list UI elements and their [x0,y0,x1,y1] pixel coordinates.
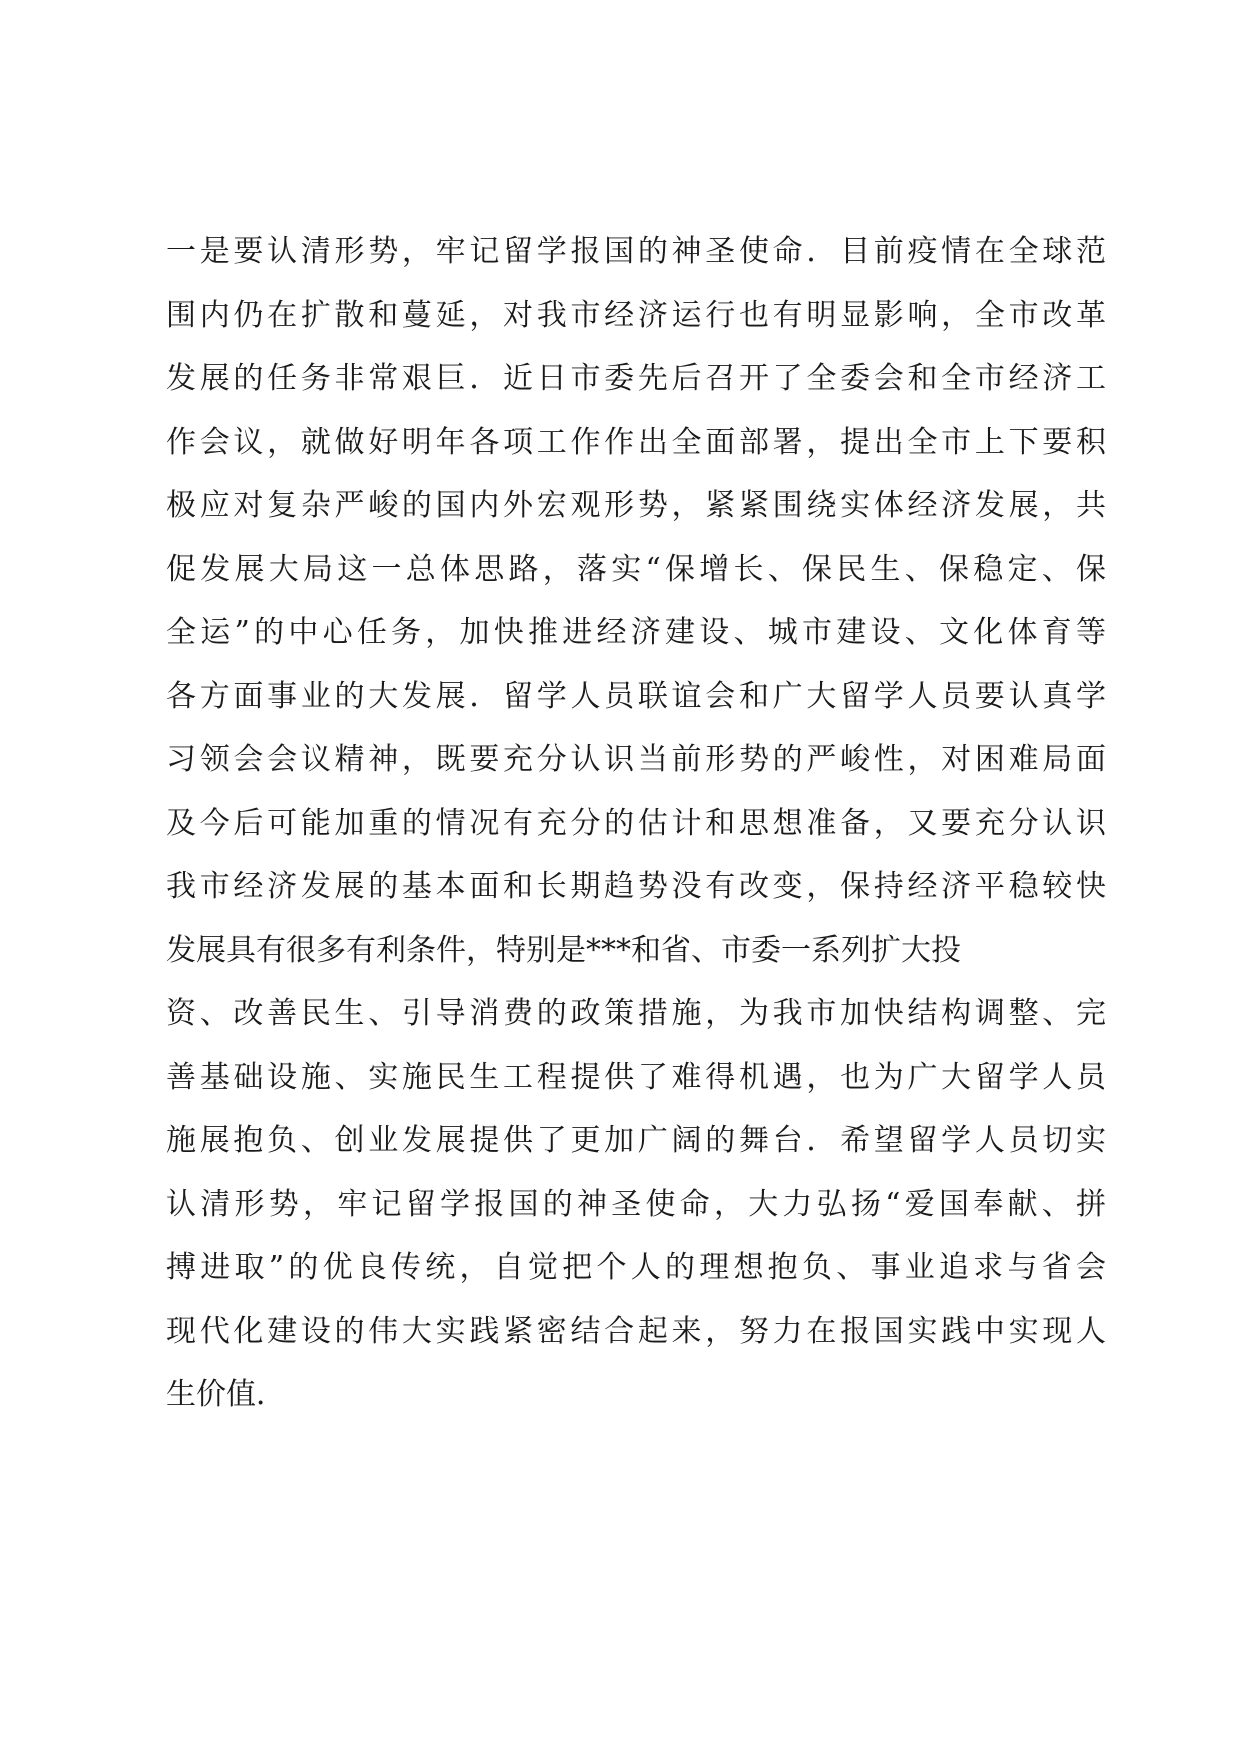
paragraph-line: 善基础设施、实施民生工程提供了难得机遇，也为广大留学人员 [166,1059,1106,1095]
paragraph-line: 施展抱负、创业发展提供了更加广阔的舞台．希望留学人员切实 [166,1123,1106,1158]
paragraph-line: 发展具有很多有利条件，特别是***和省、市委一系列扩大投 [166,932,961,968]
paragraph-line: 各方面事业的大发展．留学人员联谊会和广大留学人员要认真学 [166,678,1106,714]
paragraph-line: 及今后可能加重的情况有充分的估计和思想准备，又要充分认识 [166,805,1106,841]
paragraph-line: 现代化建设的伟大实践紧密结合起来，努力在报国实践中实现人 [166,1313,1106,1349]
body-paragraph [166,220,1106,1427]
paragraph-line: 极应对复杂严峻的国内外宏观形势，紧紧围绕实体经济发展，共 [166,488,1106,523]
paragraph-line: 我市经济发展的基本面和长期趋势没有改变，保持经济平稳较快 [166,869,1106,904]
paragraph-line: 全运”的中心任务，加快推进经济建设、城市建设、文化体育等 [166,615,1106,650]
paragraph-line: 认清形势，牢记留学报国的神圣使命，大力弘扬“爱国奉献、拼 [166,1186,1106,1222]
paragraph-line: 围内仍在扩散和蔓延，对我市经济运行也有明显影响，全市改革 [166,297,1106,333]
paragraph-line: 资、改善民生、引导消费的政策措施，为我市加快结构调整、完 [166,996,1106,1031]
paragraph-line: 促发展大局这一总体思路，落实“保增长、保民生、保稳定、保 [166,551,1106,587]
paragraph-line: 生价值． [166,1377,286,1412]
paragraph-line: 一是要认清形势，牢记留学报国的神圣使命．目前疫情在全球范 [166,234,1106,269]
paragraph-line: 作会议，就做好明年各项工作作出全面部署，提出全市上下要积 [166,424,1106,460]
paragraph-line: 搏进取”的优良传统，自觉把个人的理想抱负、事业追求与省会 [166,1250,1106,1285]
paragraph-line: 习领会会议精神，既要充分认识当前形势的严峻性，对困难局面 [166,742,1106,777]
paragraph-line: 发展的任务非常艰巨．近日市委先后召开了全委会和全市经济工 [166,361,1106,396]
